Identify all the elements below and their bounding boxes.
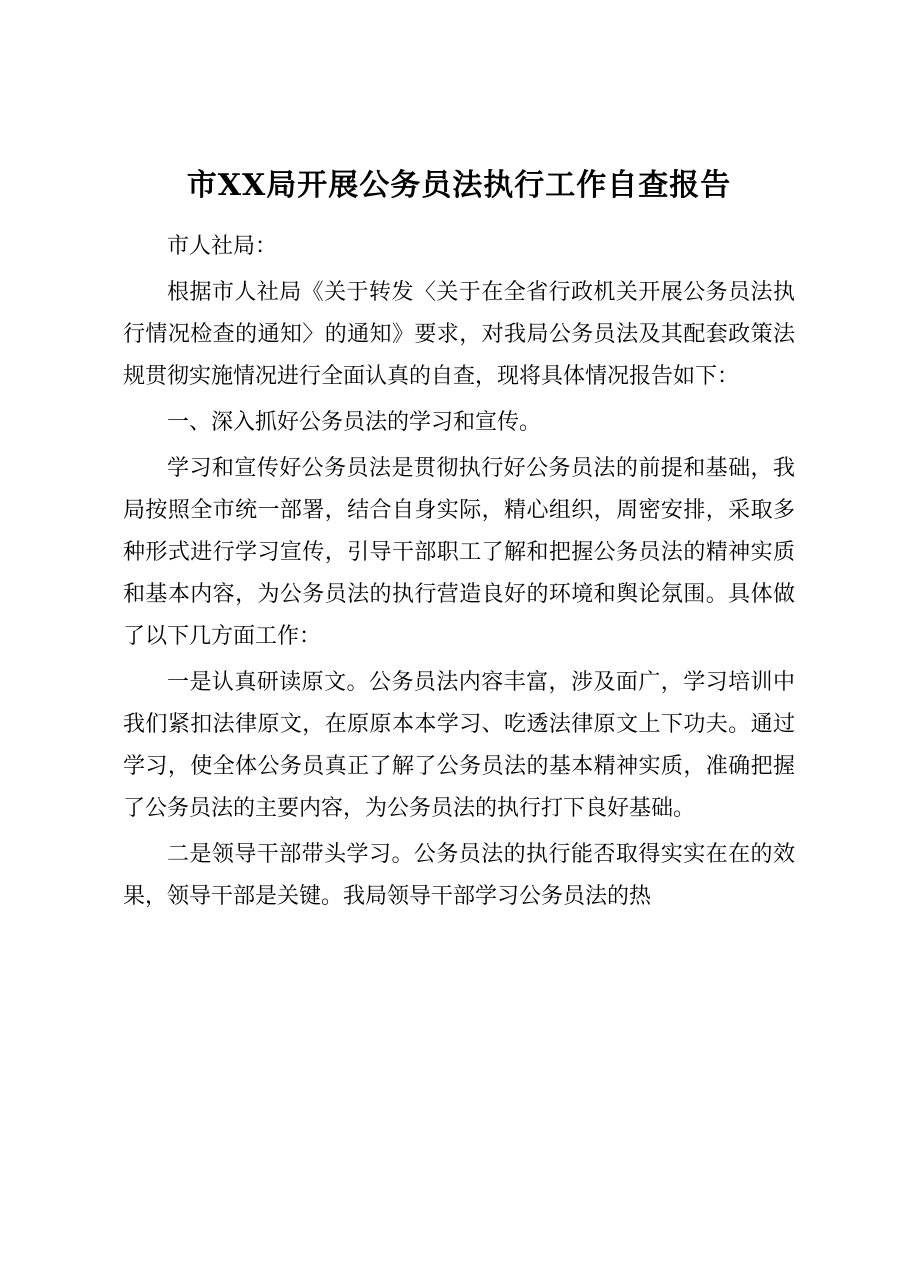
paragraph-intro: 根据市人社局《关于转发〈关于在全省行政机关开展公务员法执行情况检查的通知〉的通知》要求，对我局公务员法及其配套政策法规贯彻实施情况进行全面认真的自查，现将具体情况报告如下：: [123, 280, 795, 389]
paragraph-point-1: 一是认真研读原文。公务员法内容丰富，涉及面广，学习培训中我们紧扣法律原文，在原原本本学习、吃透法律原文上下功夫。通过学习，使全体公务员真正了解了公务员法的基本精神实质，准确把握了公务员法的主要内容，为公务员法的执行打下良好基础。: [123, 670, 795, 821]
paragraph-study: 学习和宣传好公务员法是贯彻执行好公务员法的前提和基础，我局按照全市统一部署，结合自身实际，精心组织，周密安排，采取多种形式进行学习宣传，引导干部职工了解和把握公务员法的精神实质和基本内容，为公务员法的执行营造良好的环境和舆论氛围。具体做了以下几方面工作：: [123, 456, 795, 649]
document-body: [123, 226, 795, 918]
document-title: 市XX局开展公务员法执行工作自查报告: [186, 168, 732, 203]
salutation: 市人社局：: [167, 234, 278, 259]
section-heading-1: 一、深入抓好公务员法的学习和宣传。: [167, 410, 542, 435]
paragraph-point-2: 二是领导干部带头学习。公务员法的执行能否取得实实在在的效果，领导干部是关键。我局领导干部学习公务员法的热: [123, 842, 795, 909]
